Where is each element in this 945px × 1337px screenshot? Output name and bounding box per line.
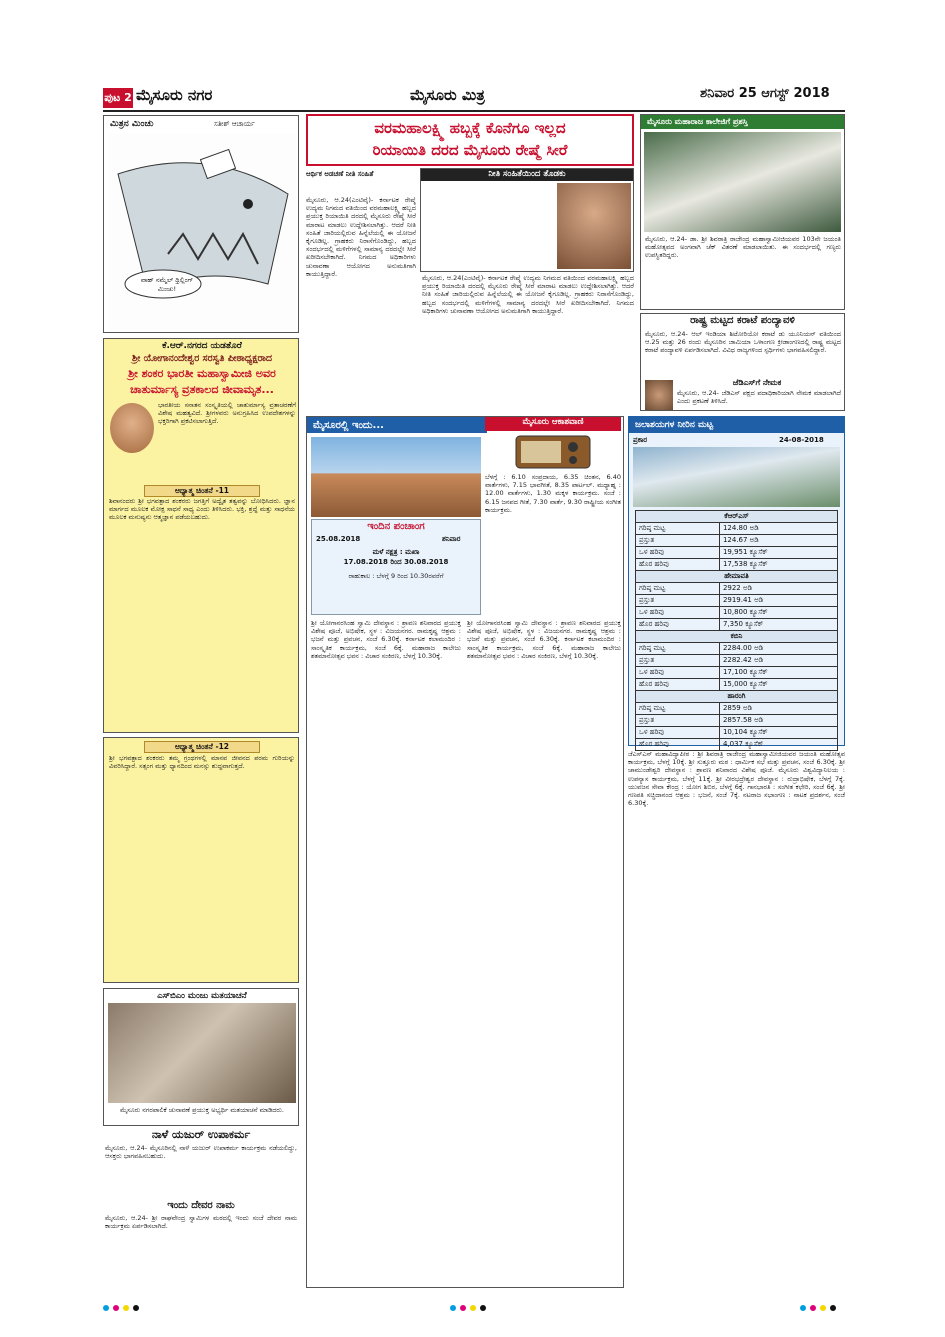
left-headline-2: ಶ್ರೀ ಶಂಕರ ಭಾರತೀ ಮಹಾಸ್ವಾಮೀಜಿ ಅವರ bbox=[128, 367, 276, 380]
karate-box bbox=[640, 313, 845, 411]
table-row: ಗರಿಷ್ಠ ಮಟ್ಟ 2859 ಅಡಿ bbox=[636, 703, 838, 715]
registration-marks-center bbox=[450, 1296, 490, 1315]
color-dot bbox=[470, 1305, 476, 1311]
color-dot bbox=[113, 1305, 119, 1311]
campaign-photo bbox=[108, 1003, 296, 1103]
mysuru-today bbox=[306, 416, 624, 1288]
color-dot bbox=[810, 1305, 816, 1311]
issue-date: ಶನಿವಾರ 25 ಆಗಸ್ಟ್ 2018 bbox=[700, 86, 830, 101]
mysuru-today-title: ಮೈಸೂರಲ್ಲಿ ಇಂದು... bbox=[307, 417, 487, 433]
panchanga-line-1: ಮಳೆ ನಕ್ಷತ್ರ : ಮಖಾ bbox=[372, 548, 420, 556]
cartoon-bubble: ವಾಹ್ ನಮ್ಮೆಲ್ ಥ್ರಿಲ್ಲಿಂಗ್ ಮಿಂಚು! bbox=[140, 276, 194, 293]
table-row: ಒಳ ಹರಿವು 19,951 ಕ್ಯೂಸೆಕ್ bbox=[636, 547, 838, 559]
table-row: ಗರಿಷ್ಠ ಮಟ್ಟ 2922 ಅಡಿ bbox=[636, 583, 838, 595]
color-dot bbox=[123, 1305, 129, 1311]
right-col-events: ಜೆಎಸ್‌ಎಸ್ ಮಹಾವಿದ್ಯಾಪೀಠ : ಶ್ರೀ ಶಿವರಾತ್ರಿ ರಾಜೇಂದ್ರ ಮಹಾಸ್ವಾಮೀಜಿಯವರ ಜಯಂತಿ ಮಹೋತ್ಸವ ಕಾರ್ಯಕ್ರಮ, ಬೆಳಗ್ಗೆ 10ಕ್ಕೆ. ಶ್ರೀ ಸುತ್ತೂರು ಮಠ : ಧಾರ್ಮಿಕ ಸಭೆ ಮತ್ತು ಪ್ರವಚನ, ಸಂಜೆ 6.30ಕ್ಕೆ. ಶ್ರೀ ಚಾಮುಂಡೇಶ್ವರಿ ದೇವಸ್ಥಾನ : ಶ್ರಾವಣ ಶನಿವಾರದ ವಿಶೇಷ ಪೂಜೆ. ಮೈಸೂರು ವಿಶ್ವವಿದ್ಯಾನಿಲಯ : ಉಪನ್ಯಾಸ ಕಾರ್ಯಕ್ರಮ, ಬೆಳಗ್ಗೆ 11ಕ್ಕೆ. ಶ್ರೀ ವೀರಭದ್ರೇಶ್ವರ ದೇವಸ್ಥಾನ : ರುದ್ರಾಭಿಷೇಕ, ಬೆಳಗ್ಗೆ 7ಕ್ಕೆ. ಯುವಜನ ಸೇವಾ ಕೇಂದ್ರ : ಯೋಗ ಶಿಬಿರ, ಬೆಳಗ್ಗೆ 6ಕ್ಕೆ. ಗಾನಭಾರತಿ : ಸಂಗೀತ ಕಛೇರಿ, ಸಂಜೆ 6ಕ್ಕೆ. ಶ್ರೀ ಗಣಪತಿ ಸಚ್ಚಿದಾನಂದ ಆಶ್ರಮ : ಭಜನೆ, ಸಂಜೆ 7ಕ್ಕೆ. ನಟರಾಜ ಸಭಾಂಗಣ : ನಾಟಕ ಪ್ರದರ್ಶನ, ಸಂಜೆ 6.30ಕ್ಕೆ. bbox=[628, 750, 845, 808]
panchanga-line-2: 17.08.2018 ರಿಂದ 30.08.2018 bbox=[343, 558, 449, 566]
upakarma-title: ನಾಳೆ ಯಜುರ್ ಉಪಾಕರ್ಮ bbox=[151, 1128, 251, 1141]
header-rule bbox=[103, 110, 845, 112]
table-row: ಒಳ ಹರಿವು 17,100 ಕ್ಯೂಸೆಕ್ bbox=[636, 667, 838, 679]
reservoir-name: ಕಬಿನಿ bbox=[636, 631, 838, 643]
table-row: ಹೊರ ಹರಿವು 7,350 ಕ್ಯೂಸೆಕ್ bbox=[636, 619, 838, 631]
masthead: ಮೈಸೂರು ಮಿತ್ರ bbox=[410, 86, 485, 104]
reservoir-name: ಹಾರಂಗಿ bbox=[636, 691, 838, 703]
panchanga-day: ಶನಿವಾರ bbox=[442, 535, 461, 543]
cartoon-box bbox=[103, 115, 299, 333]
table-row: ಹೊರ ಹರಿವು 17,538 ಕ್ಯೂಸೆಕ್ bbox=[636, 559, 838, 571]
palace-photo bbox=[311, 437, 481, 517]
panchanga-line-3: ರಾಹುಕಾಲ : ಬೆಳಗ್ಗೆ 9 ರಿಂದ 10.30ರವರೆಗೆ bbox=[348, 572, 444, 580]
left-article-body: ಭಾರತೀಯ ಸನಾತನ ಸಂಸ್ಕೃತಿಯಲ್ಲಿ ಚಾತುರ್ಮಾಸ್ಯ ವ್ರತಾಚರಣೆಗೆ ವಿಶೇಷ ಮಹತ್ವವಿದೆ. ಶ್ರೀಗಳವರು ಅನುಗ್ರಹಿಸಿದ ಉಪದೇಶಗಳನ್ನು ಭಕ್ತರಿಗಾಗಿ ಪ್ರಕಟಿಸಲಾಗುತ್ತಿದೆ. bbox=[158, 401, 296, 426]
table-row: ಗರಿಷ್ಠ ಮಟ್ಟ 124.80 ಅಡಿ bbox=[636, 523, 838, 535]
color-dot bbox=[133, 1305, 139, 1311]
shark-cartoon-icon bbox=[108, 134, 296, 330]
left-section-1: ಆಧ್ಯಾತ್ಮ ಚಿಂತನೆ -11 bbox=[144, 485, 260, 497]
events-col-2: ಶ್ರೀ ಯೋಗಾನರಸಿಂಹ ಸ್ವಾಮಿ ದೇವಸ್ಥಾನ : ಶ್ರಾವಣ ಶನಿವಾರದ ಪ್ರಯುಕ್ತ ವಿಶೇಷ ಪೂಜೆ, ಅಭಿಷೇಕ, ಸ್ಥಳ : ವಿಜಯನಗರ. ರಾಮಕೃಷ್ಣ ಆಶ್ರಮ : ಭಜನೆ ಮತ್ತು ಪ್ರವಚನ, ಸಂಜೆ 6.30ಕ್ಕೆ. ಕರ್ನಾಟಕ ಕಲಾಮಂದಿರ : ಸಾಂಸ್ಕೃತಿಕ ಕಾರ್ಯಕ್ರಮ, ಸಂಜೆ 6ಕ್ಕೆ. ಮಹಾರಾಜ ಕಾಲೇಜು ಶತಮಾನೋತ್ಸವ ಭವನ : ವಿಚಾರ ಸಂಕಿರಣ, ಬೆಳಗ್ಗೆ 10.30ಕ್ಕೆ. bbox=[467, 619, 621, 660]
appointee-photo bbox=[645, 380, 673, 410]
lead-headline-2: ರಿಯಾಯಿತಿ ದರದ ಮೈಸೂರು ರೇಷ್ಮೆ ಸೀರೆ bbox=[372, 141, 568, 159]
water-date: 24-08-2018 bbox=[779, 436, 824, 444]
left-section-2-body: ಶ್ರೀ ಭಗವತ್ಪಾದ ಶಂಕರರು ತಮ್ಮ ಗ್ರಂಥಗಳಲ್ಲಿ ಮಾನವ ಜೀವನದ ಪರಮ ಗುರಿಯನ್ನು ವಿವರಿಸಿದ್ದಾರೆ. ಸತ್ಸಂಗ ಮತ್ತು ಧ್ಯಾನದಿಂದ ಮನಸ್ಸು ಶುದ್ಧವಾಗುತ್ತದೆ. bbox=[109, 754, 295, 771]
dam-photo bbox=[633, 447, 840, 507]
karate-sub-title: ಜೆಡಿಎಸ್‌ಗೆ ನೇಮಕ bbox=[732, 378, 782, 387]
panchanga-box bbox=[311, 519, 481, 615]
color-dot bbox=[820, 1305, 826, 1311]
karate-sub-body: ಮೈಸೂರು, ಆ.24- ಜೆಡಿಎಸ್ ಪಕ್ಷದ ಪದಾಧಿಕಾರಿಯಾಗಿ ನೇಮಕ ಮಾಡಲಾಗಿದೆ ಎಂದು ಪ್ರಕಟಣೆ ತಿಳಿಸಿದೆ. bbox=[677, 389, 841, 406]
left-headline-3: ಚಾತುರ್ಮಾಸ್ಯ ವ್ರತಕಾಲದ ಜೀವಾಮೃತ... bbox=[130, 383, 274, 396]
color-dot bbox=[103, 1305, 109, 1311]
lead-sub: ಆರ್ಥಿಕ ಅಡಚಣೆ ನೀತಿ ಸಂಹಿತೆ bbox=[306, 170, 374, 178]
radio-schedule: ಬೆಳಗ್ಗೆ : 6.10 ಸಂಪ್ರದಾಯ, 6.35 ಚಿಂತನ, 6.40 ವಾರ್ತೆಗಳು, 7.15 ಭಾವಗೀತೆ, 8.35 ಪಾರ್ಟಲ್. ಮಧ್ಯಾಹ್ನ : 12.00 ವಾರ್ತೆಗಳು, 1.30 ಮಕ್ಕಳ ಕಾರ್ಯಕ್ರಮ. ಸಂಜೆ : 6.15 ಜನಪದ ಗೀತೆ, 7.30 ವಾರ್ತೆ, 9.30 ರಾಷ್ಟ್ರೀಯ ಸಂಗೀತ ಕಾರ್ಯಕ್ರಮ. bbox=[485, 473, 621, 514]
upakarma-body: ಮೈಸೂರು, ಆ.24- ಮೈಸೂರಿನಲ್ಲಿ ನಾಳೆ ಯಜುರ್ ಉಪಾಕರ್ಮ ಕಾರ್ಯಕ್ರಮ ನಡೆಯಲಿದ್ದು, ಆಸಕ್ತರು ಭಾಗವಹಿಸಬಹುದು. bbox=[105, 1144, 297, 1161]
official-photo bbox=[557, 183, 631, 269]
swamiji-avatar bbox=[110, 403, 154, 453]
devaranama-title: ಇಂದು ದೇವರ ನಾಮ bbox=[167, 1200, 235, 1211]
table-row: ಹೊರ ಹರಿವು 4,037 ಕ್ಯೂಸೆಕ್ bbox=[636, 739, 838, 751]
photo-left-caption: ಮೈಸೂರು ನಗರಪಾಲಿಕೆ ಚುನಾವಣೆ ಪ್ರಯುಕ್ತ ಅಭ್ಯರ್ಥಿ ಮತಯಾಚನೆ ಮಾಡಿದರು. bbox=[120, 1106, 284, 1114]
reservoir-name: ಕೆಆರ್‌ಎಸ್ bbox=[636, 511, 838, 523]
right-top-box bbox=[640, 114, 845, 310]
events-col-1: ಶ್ರೀ ಯೋಗಾನರಸಿಂಹ ಸ್ವಾಮಿ ದೇವಸ್ಥಾನ : ಶ್ರಾವಣ ಶನಿವಾರದ ಪ್ರಯುಕ್ತ ವಿಶೇಷ ಪೂಜೆ, ಅಭಿಷೇಕ, ಸ್ಥಳ : ವಿಜಯನಗರ. ರಾಮಕೃಷ್ಣ ಆಶ್ರಮ : ಭಜನೆ ಮತ್ತು ಪ್ರವಚನ, ಸಂಜೆ 6.30ಕ್ಕೆ. ಕರ್ನಾಟಕ ಕಲಾಮಂದಿರ : ಸಾಂಸ್ಕೃತಿಕ ಕಾರ್ಯಕ್ರಮ, ಸಂಜೆ 6ಕ್ಕೆ. ಮಹಾರಾಜ ಕಾಲೇಜು ಶತಮಾನೋತ್ಸವ ಭವನ : ವಿಚಾರ ಸಂಕಿರಣ, ಬೆಳಗ್ಗೆ 10.30ಕ್ಕೆ. bbox=[311, 619, 461, 660]
panchanga-date: 25.08.2018 bbox=[316, 535, 361, 543]
lead-headline-box bbox=[306, 114, 634, 166]
photo-left-box bbox=[103, 988, 299, 1126]
left-article-cont bbox=[103, 737, 299, 983]
table-row: ಪ್ರಸ್ತುತ 2282.42 ಅಡಿ bbox=[636, 655, 838, 667]
radio-icon bbox=[515, 435, 591, 469]
karate-title: ರಾಷ್ಟ್ರ ಮಟ್ಟದ ಕರಾಟೆ ಪಂದ್ಯಾವಳಿ bbox=[690, 315, 795, 326]
reservoir-name: ಹೇಮಾವತಿ bbox=[636, 571, 838, 583]
page-number: ಪುಟ 2 bbox=[103, 88, 133, 108]
color-dot bbox=[450, 1305, 456, 1311]
lead-body: ಮೈಸೂರು, ಆ.24(ಎಂಟಿವೈ)- ಕರ್ನಾಟಕ ರೇಷ್ಮೆ ಉದ್ಯಮ ನಿಗಮದ ವತಿಯಿಂದ ವರಮಹಾಲಕ್ಷ್ಮಿ ಹಬ್ಬದ ಪ್ರಯುಕ್ತ ರಿಯಾಯಿತಿ ದರದಲ್ಲಿ ಮೈಸೂರು ರೇಷ್ಮೆ ಸೀರೆ ಮಾರಾಟ ಮಾಡಲು ಉದ್ದೇಶಿಸಲಾಗಿತ್ತು. ಆದರೆ ನೀತಿ ಸಂಹಿತೆ ಜಾರಿಯಲ್ಲಿರುವ ಹಿನ್ನೆಲೆಯಲ್ಲಿ ಈ ಯೋಜನೆ ಕೈಗೂಡಿಲ್ಲ. ಗ್ರಾಹಕರು ನಿರಾಸೆಗೊಂಡಿದ್ದು, ಹಬ್ಬದ ಸಂದರ್ಭದಲ್ಲಿ ಮಳಿಗೆಗಳಲ್ಲಿ ಸಾಮಾನ್ಯ ದರದಲ್ಲೇ ಸೀರೆ ಖರೀದಿಸಬೇಕಾಗಿದೆ. ನಿಗಮದ ಅಧಿಕಾರಿಗಳು ಚುನಾವಣಾ ಆಯೋಗದ ಅನುಮತಿಗಾಗಿ ಕಾಯುತ್ತಿದ್ದಾರೆ. bbox=[306, 196, 416, 278]
color-dot bbox=[480, 1305, 486, 1311]
left-article bbox=[103, 338, 299, 733]
color-dot bbox=[460, 1305, 466, 1311]
karate-body: ಮೈಸೂರು, ಆ.24- ಆಲ್ ಇಂಡಿಯಾ ಶಿಟೋರಿಯೋ ಕರಾಟೆ ಡು ಯೂನಿಯನ್ ವತಿಯಿಂದ ಆ.25 ಮತ್ತು 26 ರಂದು ಮೈಸೂರಿನ ಜಾಮಿಯಾ ಒಳಾಂಗಣ ಕ್ರೀಡಾಂಗಣದಲ್ಲಿ ರಾಷ್ಟ್ರ ಮಟ್ಟದ ಕರಾಟೆ ಪಂದ್ಯಾವಳಿ ಏರ್ಪಡಿಸಲಾಗಿದೆ. ವಿವಿಧ ರಾಜ್ಯಗಳಿಂದ ಸ್ಪರ್ಧಿಗಳು ಭಾಗವಹಿಸಲಿದ್ದಾರೆ. bbox=[645, 330, 841, 355]
cheque-photo bbox=[644, 132, 841, 232]
color-dot bbox=[800, 1305, 806, 1311]
right-top-title: ಮೈಸೂರು ಮಹಾರಾಜ ಕಾಲೇಜಿಗೆ ಪ್ರಶಸ್ತಿ bbox=[641, 115, 844, 129]
lead-inset bbox=[420, 168, 634, 272]
water-level-box bbox=[628, 416, 845, 746]
lead-body-cont: ಮೈಸೂರು, ಆ.24(ಎಂಟಿವೈ)- ಕರ್ನಾಟಕ ರೇಷ್ಮೆ ಉದ್ಯಮ ನಿಗಮದ ವತಿಯಿಂದ ವರಮಹಾಲಕ್ಷ್ಮಿ ಹಬ್ಬದ ಪ್ರಯುಕ್ತ ರಿಯಾಯಿತಿ ದರದಲ್ಲಿ ಮೈಸೂರು ರೇಷ್ಮೆ ಸೀರೆ ಮಾರಾಟ ಮಾಡಲು ಉದ್ದೇಶಿಸಲಾಗಿತ್ತು. ಆದರೆ ನೀತಿ ಸಂಹಿತೆ ಜಾರಿಯಲ್ಲಿರುವ ಹಿನ್ನೆಲೆಯಲ್ಲಿ ಈ ಯೋಜನೆ ಕೈಗೂಡಿಲ್ಲ. ಗ್ರಾಹಕರು ನಿರಾಸೆಗೊಂಡಿದ್ದು, ಹಬ್ಬದ ಸಂದರ್ಭದಲ್ಲಿ ಮಳಿಗೆಗಳಲ್ಲಿ ಸಾಮಾನ್ಯ ದರದಲ್ಲೇ ಸೀರೆ ಖರೀದಿಸಬೇಕಾಗಿದೆ. ನಿಗಮದ ಅಧಿಕಾರಿಗಳು ಚುನಾವಣಾ ಆಯೋಗದ ಅನುಮತಿಗಾಗಿ ಕಾಯುತ್ತಿದ್ದಾರೆ. bbox=[422, 274, 634, 315]
cartoon-author: ಸತೀಶ್ ಆಚಾರ್ಯ bbox=[214, 120, 255, 128]
table-row: ಪ್ರಸ್ತುತ 124.67 ಅಡಿ bbox=[636, 535, 838, 547]
right-top-body: ಮೈಸೂರು, ಆ.24- ಡಾ. ಶ್ರೀ ಶಿವರಾತ್ರಿ ರಾಜೇಂದ್ರ ಮಹಾಸ್ವಾಮೀಜಿಯವರ 103ನೇ ಜಯಂತಿ ಮಹೋತ್ಸವದ ಅಂಗವಾಗಿ ಚೆಕ್ ವಿತರಣೆ ಮಾಡಲಾಯಿತು. ಈ ಸಂದರ್ಭದಲ್ಲಿ ಗಣ್ಯರು ಉಪಸ್ಥಿತರಿದ್ದರು. bbox=[645, 235, 841, 260]
table-row: ಒಳ ಹರಿವು 10,800 ಕ್ಯೂಸೆಕ್ bbox=[636, 607, 838, 619]
left-section-2: ಆಧ್ಯಾತ್ಮ ಚಿಂತನೆ -12 bbox=[144, 741, 260, 753]
radio-title: ಮೈಸೂರು ಆಕಾಶವಾಣಿ bbox=[485, 417, 621, 431]
upakarma-box bbox=[103, 1128, 299, 1288]
section-title: ಮೈಸೂರು ನಗರ bbox=[136, 86, 213, 104]
registration-marks-right bbox=[800, 1296, 840, 1315]
cartoon-title: ಮಿತ್ರನ ಮಿಂಚು bbox=[110, 119, 154, 129]
lead-headline-1: ವರಮಹಾಲಕ್ಷ್ಮಿ ಹಬ್ಬಕ್ಕೆ ಕೊನೆಗೂ ಇಲ್ಲದ bbox=[374, 119, 566, 137]
devaranama-body: ಮೈಸೂರು, ಆ.24- ಶ್ರೀ ರಾಘವೇಂದ್ರ ಸ್ವಾಮಿಗಳ ಮಠದಲ್ಲಿ ಇಂದು ಸಂಜೆ ದೇವರ ನಾಮ ಕಾರ್ಯಕ್ರಮ ಏರ್ಪಡಿಸಲಾಗಿದೆ. bbox=[105, 1214, 297, 1231]
radio-box bbox=[485, 417, 621, 615]
lead-inset-title: ನೀತಿ ಸಂಹಿತೆಯಿಂದ ತೊಡಕು bbox=[421, 169, 633, 181]
water-title: ಜಲಾಶಯಗಳ ನೀರಿನ ಮಟ್ಟ bbox=[629, 417, 844, 433]
table-row: ಪ್ರಸ್ತುತ 2857.58 ಅಡಿ bbox=[636, 715, 838, 727]
left-section-1-body: ಶಿವಾನಂದರು ಶ್ರೀ ಭಗವತ್ಪಾದ ಶಂಕರರು ಜಗತ್ತಿಗೆ ಅದ್ವೈತ ತತ್ವವನ್ನು ಬೋಧಿಸಿದರು. ಜ್ಞಾನ ಮಾರ್ಗದ ಮೂಲಕ ಮೋಕ್ಷ ಸಾಧನೆ ಸಾಧ್ಯ ಎಂದು ತಿಳಿಸಿದರು. ಭಕ್ತಿ, ಶ್ರದ್ಧೆ ಮತ್ತು ಸಾಧನೆಯ ಮೂಲಕ ಮನುಷ್ಯನು ಆತ್ಮಜ್ಞಾನ ಪಡೆಯಬಹುದು. bbox=[109, 497, 295, 522]
water-table bbox=[635, 510, 838, 751]
table-row: ಪ್ರಸ್ತುತ 2919.41 ಅಡಿ bbox=[636, 595, 838, 607]
registration-marks-left bbox=[103, 1296, 143, 1315]
color-dot bbox=[830, 1305, 836, 1311]
left-headline-1: ಶ್ರೀ ಯೋಗಾನಂದೇಶ್ವರ ಸರಸ್ವತಿ ಪೀಠಾಧ್ಯಕ್ಷರಾದ bbox=[131, 353, 273, 364]
left-kicker: ಕೆ.ಆರ್.ನಗರದ ಯಡತೊರೆ bbox=[162, 341, 242, 351]
table-row: ಹೊರ ಹರಿವು 15,000 ಕ್ಯೂಸೆಕ್ bbox=[636, 679, 838, 691]
water-date-label: ಪ್ರಕಾರ bbox=[633, 436, 648, 444]
table-row: ಒಳ ಹರಿವು 10,104 ಕ್ಯೂಸೆಕ್ bbox=[636, 727, 838, 739]
panchanga-title: ಇಂದಿನ ಪಂಚಾಂಗ bbox=[367, 521, 425, 532]
table-row: ಗರಿಷ್ಠ ಮಟ್ಟ 2284.00 ಅಡಿ bbox=[636, 643, 838, 655]
photo-left-title: ಎಸ್‌ಬಿಎಂ ಮಂಜು ಮತಯಾಚನೆ bbox=[157, 991, 247, 1001]
